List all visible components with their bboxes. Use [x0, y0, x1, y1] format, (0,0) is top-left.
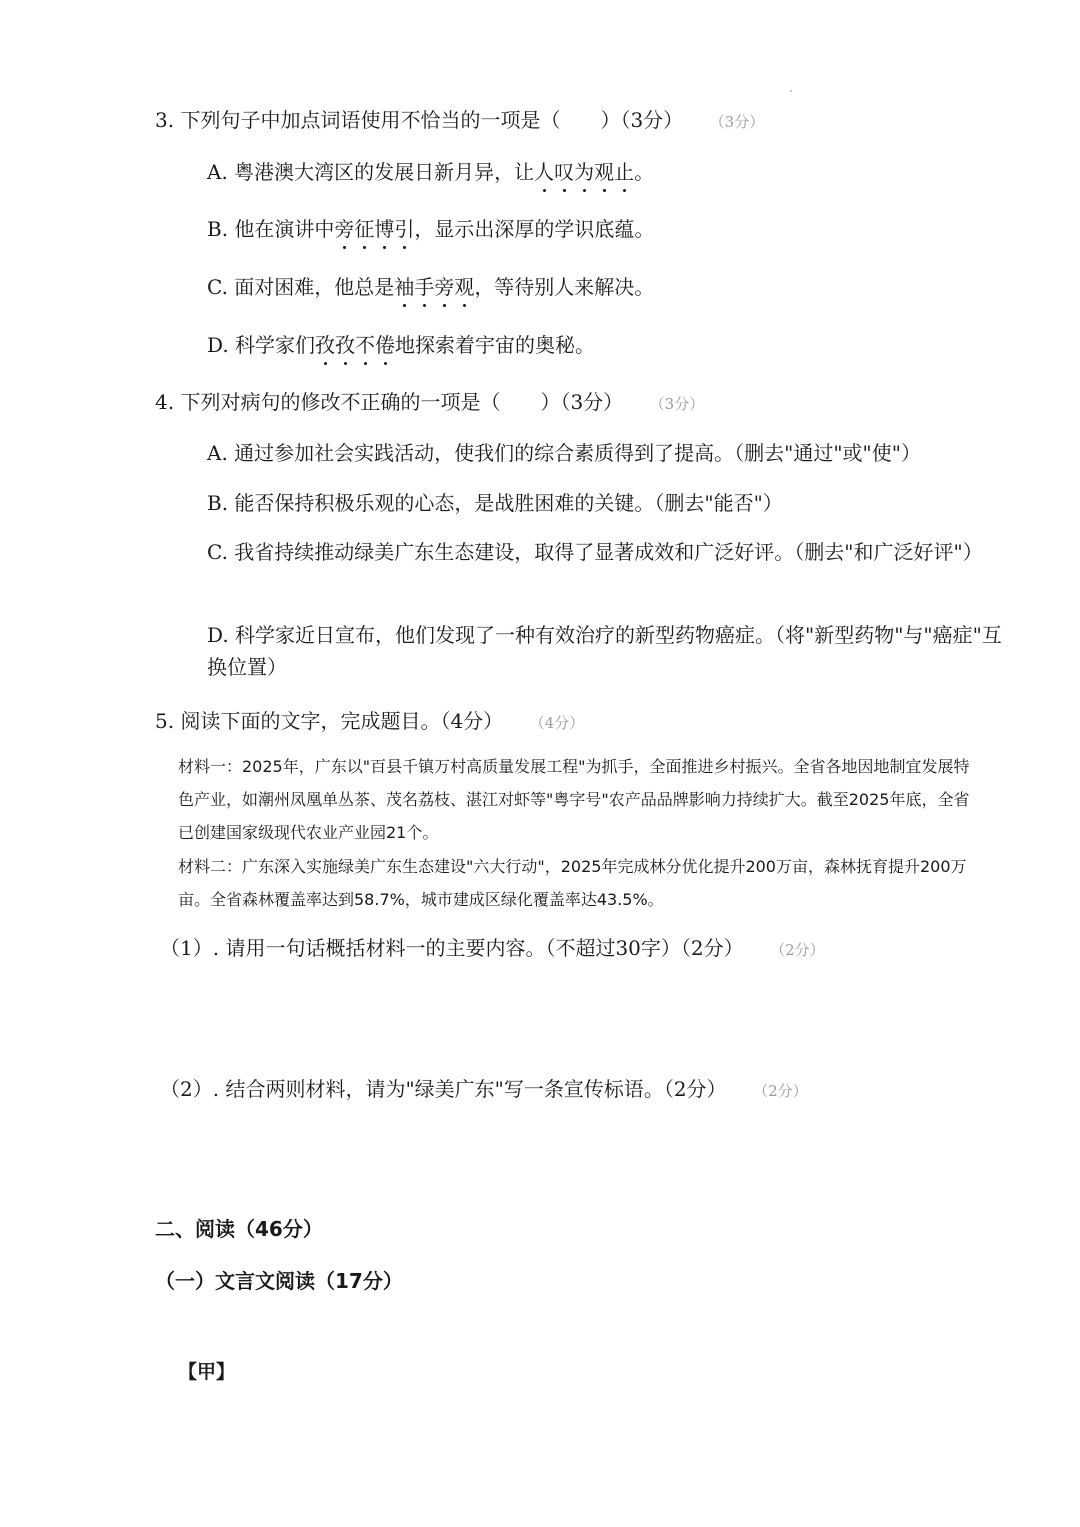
- scan-speck: [790, 90, 792, 92]
- section-heading: 二、阅读（46分）: [155, 1217, 323, 1241]
- subsection-heading: （一）文言文阅读（17分）: [155, 1269, 403, 1293]
- question-3-option-d: D. 科学家们孜孜不倦地探索着宇宙的奥秘。: [207, 329, 595, 358]
- question-4-option-a: A. 通过参加社会实践活动，使我们的综合素质得到了提高。（删去"通过"或"使"）: [207, 441, 921, 465]
- question-3-option-c: C. 面对困难，他总是袖手旁观，等待别人来解决。: [207, 271, 654, 300]
- material-one: 材料一：2025年，广东以"百县千镇万村高质量发展工程"为抓手，全面推进乡村振兴。全省各地因地制宜发展特色产业，如潮州凤凰单丛茶、茂名荔枝、湛江对虾等"粤字号"农产品品牌影响力持续扩大。截至2025年底，全省已创建国家级现代农业产业园21个。: [178, 757, 970, 842]
- score-tag: （2分）: [760, 1082, 808, 1100]
- question-3-option-b: B. 他在演讲中旁征博引，显示出深厚的学识底蕴。: [207, 213, 654, 242]
- sub-question-1: （1）. 请用一句话概括材料一的主要内容。（不超过30字）（2分） （2分）: [160, 936, 825, 960]
- score-tag: （3分）: [657, 395, 705, 413]
- material-two: 材料二：广东深入实施绿美广东生态建设"六大行动"，2025年完成林分优化提升200万亩，森林抚育提升200万亩。全省森林覆盖率达到58.7%，城市建成区绿化覆盖率达43.5%。: [178, 857, 967, 909]
- score-tag: （3分）: [717, 113, 765, 131]
- score-tag: （4分）: [537, 714, 585, 732]
- question-4-option-c: C. 我省持续推动绿美广东生态建设，取得了显著成效和广泛好评。（删去"和广泛好评"）: [207, 540, 983, 564]
- score-tag: （2分）: [777, 941, 825, 959]
- question-4-stem: 4. 下列对病句的修改不正确的一项是（ ）（3分） （3分）: [155, 390, 705, 414]
- question-5-stem: 5. 阅读下面的文字，完成题目。（4分） （4分）: [155, 709, 585, 733]
- question-3-stem: 3. 下列句子中加点词语使用不恰当的一项是（ ）（3分） （3分）: [155, 108, 765, 132]
- text-marker: 【甲】: [178, 1361, 236, 1383]
- sub-question-2: （2）. 结合两则材料，请为"绿美广东"写一条宣传标语。（2分） （2分）: [160, 1077, 808, 1101]
- question-4-option-b: B. 能否保持积极乐观的心态，是战胜困难的关键。（删去"能否"）: [207, 491, 783, 515]
- question-3-option-a: A. 粤港澳大湾区的发展日新月异，让人叹为观止。: [207, 156, 654, 185]
- question-4-option-d: D. 科学家近日宣布，他们发现了一种有效治疗的新型药物癌症。（将"新型药物"与"癌症"互换位置）: [207, 623, 1002, 679]
